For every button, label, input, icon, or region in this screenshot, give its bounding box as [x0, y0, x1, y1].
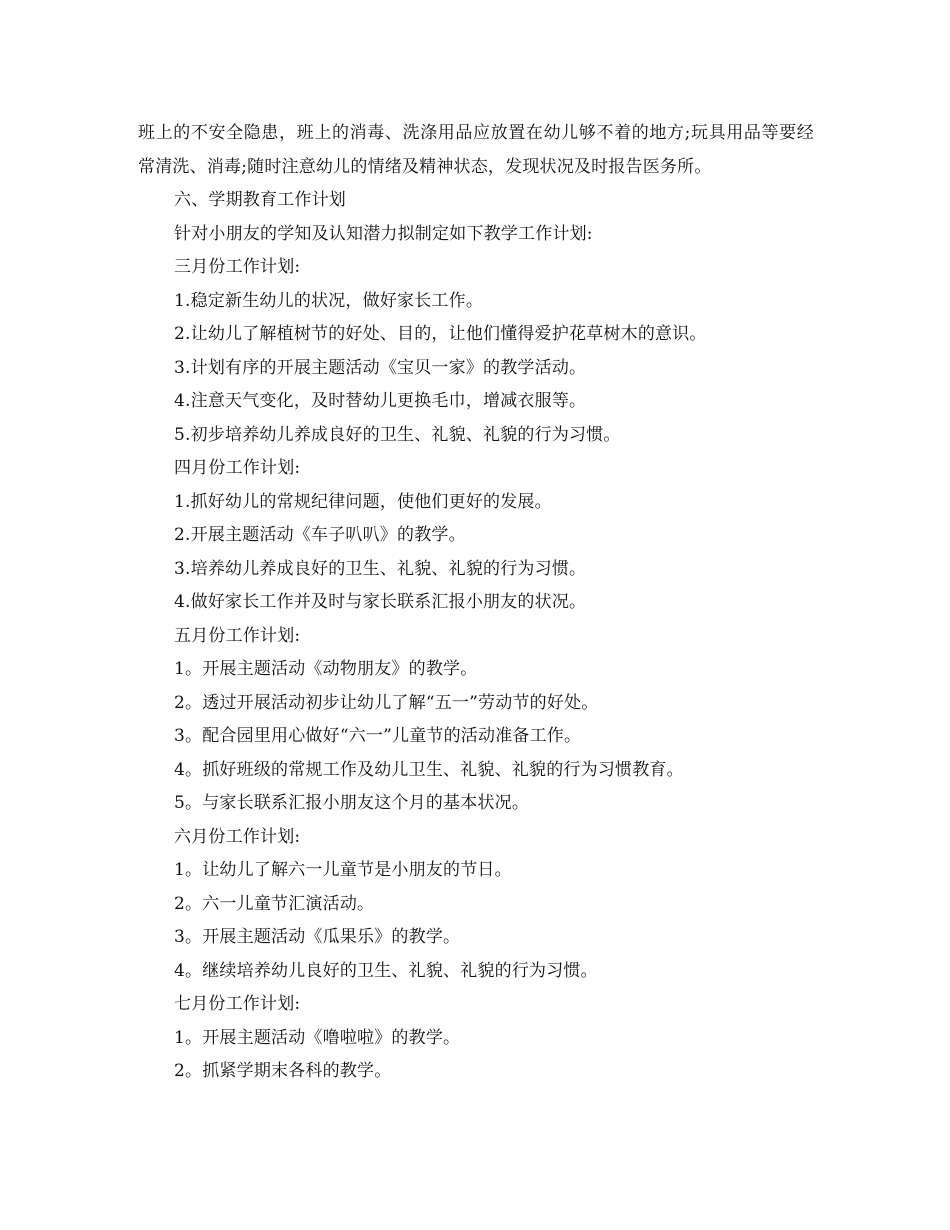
- may-item-1: 1。开展主题活动《动物朋友》的教学。: [174, 659, 478, 679]
- april-plan-title: 四月份工作计划:: [174, 458, 301, 478]
- june-item-1: 1。让幼儿了解六一儿童节是小朋友的节日。: [174, 860, 512, 880]
- july-item-2: 2。抓紧学期末各科的教学。: [174, 1061, 392, 1081]
- document-body: [138, 117, 814, 1089]
- june-item-3: 3。开展主题活动《瓜果乐》的教学。: [174, 927, 461, 947]
- may-item-4: 4。抓好班级的常规工作及幼儿卫生、礼貌、礼貌的行为习惯教育。: [174, 759, 684, 780]
- section-intro: 针对小朋友的学知及认知潜力拟制定如下教学工作计划:: [174, 223, 593, 244]
- may-plan-title: 五月份工作计划:: [174, 625, 301, 646]
- april-item-4: 4.做好家长工作并及时与家长联系汇报小朋友的状况。: [174, 592, 587, 612]
- july-item-1: 1。开展主题活动《噜啦啦》的教学。: [174, 1027, 461, 1048]
- june-item-4: 4。继续培养幼儿良好的卫生、礼貌、礼貌的行为习惯。: [174, 960, 598, 981]
- june-plan-title: 六月份工作计划:: [174, 826, 301, 847]
- section-heading: 六、学期教育工作计划: [174, 190, 346, 210]
- march-item-2: 2.让幼儿了解植树节的好处、目的，让他们懂得爱护花草树木的意识。: [174, 324, 707, 344]
- march-plan-title: 三月份工作计划:: [174, 257, 301, 277]
- march-item-5: 5.初步培养幼儿养成良好的卫生、礼貌、礼貌的行为习惯。: [174, 424, 621, 445]
- intro-paragraph: 班上的不安全隐患，班上的消毒、洗涤用品应放置在幼儿够不着的地方;玩具用品等要经常清洗、消毒;随时注意幼儿的情绪及精神状态，发现状况及时报告医务所。: [138, 123, 814, 177]
- march-item-3: 3.计划有序的开展主题活动《宝贝一家》的教学活动。: [174, 357, 587, 378]
- june-item-2: 2。六一儿童节汇演活动。: [174, 893, 375, 914]
- may-item-2: 2。透过开展活动初步让幼儿了解“五一”劳动节的好处。: [174, 692, 599, 713]
- april-item-1: 1.抓好幼儿的常规纪律问题，使他们更好的发展。: [174, 491, 552, 512]
- july-plan-title: 七月份工作计划:: [174, 994, 301, 1014]
- april-item-3: 3.培养幼儿养成良好的卫生、礼貌、礼貌的行为习惯。: [174, 558, 587, 579]
- april-item-2: 2.开展主题活动《车子叭叭》的教学。: [174, 525, 466, 545]
- may-item-5: 5。与家长联系汇报小朋友这个月的基本状况。: [174, 793, 530, 813]
- may-item-3: 3。配合园里用心做好“六一”儿童节的活动准备工作。: [174, 726, 582, 746]
- march-item-4: 4.注意天气变化，及时替幼儿更换毛巾，增减衣服等。: [174, 391, 587, 411]
- march-item-1: 1.稳定新生幼儿的状况，做好家长工作。: [174, 290, 484, 311]
